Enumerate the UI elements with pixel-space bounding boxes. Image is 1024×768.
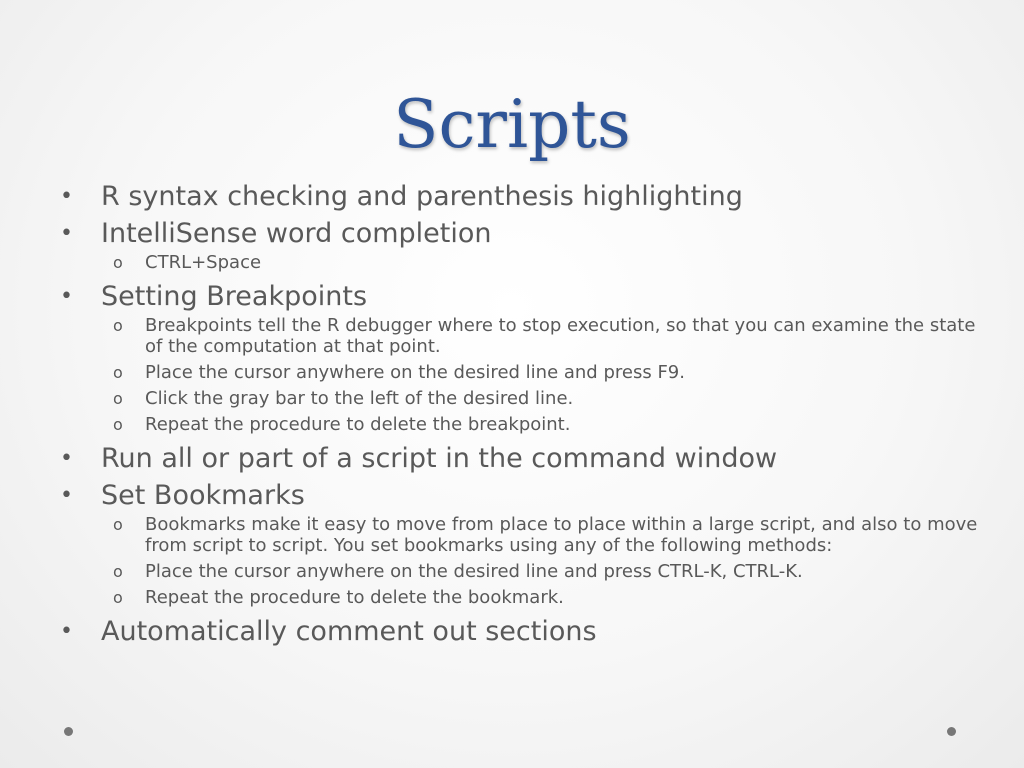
sub-bullet-text: Bookmarks make it easy to move from place to place within a large script, and also to move from script to script. You set bookmarks using any of the following methods: — [145, 514, 978, 556]
sub-bullet-marker: o — [113, 316, 123, 335]
sub-bullet-item — [60, 252, 980, 273]
bullet-item — [60, 613, 980, 650]
bullet-marker: • — [60, 184, 73, 209]
sub-bullet-text: Place the cursor anywhere on the desired line and press CTRL-K, CTRL-K. — [145, 561, 803, 582]
sub-bullet-marker: o — [113, 363, 123, 382]
sub-bullet-item — [60, 414, 980, 435]
bullet-item — [60, 278, 980, 315]
sub-bullet-item — [60, 561, 980, 582]
sub-bullet-marker: o — [113, 562, 123, 581]
bullet-item — [60, 440, 980, 477]
sub-bullet-marker: o — [113, 415, 123, 434]
bullet-marker: • — [60, 619, 73, 644]
slide-content — [60, 178, 980, 650]
bullet-item — [60, 477, 980, 514]
decorative-dot-right — [947, 727, 956, 736]
sub-bullet-text: Repeat the procedure to delete the bookmark. — [145, 587, 564, 608]
bullet-marker: • — [60, 483, 73, 508]
sub-bullet-marker: o — [113, 389, 123, 408]
bullet-text: Set Bookmarks — [101, 480, 305, 511]
sub-bullet-text: CTRL+Space — [145, 252, 262, 273]
sub-bullet-text: Click the gray bar to the left of the desired line. — [145, 388, 574, 409]
sub-bullet-text: Place the cursor anywhere on the desired line and press F9. — [145, 362, 685, 383]
sub-bullet-text: Breakpoints tell the R debugger where to stop execution, so that you can examine the state of the computation at that point. — [145, 315, 976, 357]
bullet-text: R syntax checking and parenthesis highlighting — [101, 181, 743, 212]
bullet-text: IntelliSense word completion — [101, 218, 492, 249]
sub-bullet-item — [60, 587, 980, 608]
sub-bullet-item — [60, 514, 980, 556]
slide-title: Scripts — [393, 86, 631, 163]
sub-bullet-marker: o — [113, 515, 123, 534]
bullet-text: Setting Breakpoints — [101, 281, 368, 312]
sub-bullet-item — [60, 362, 980, 383]
sub-bullet-marker: o — [113, 253, 123, 272]
sub-bullet-text: Repeat the procedure to delete the breakpoint. — [145, 414, 571, 435]
bullet-item — [60, 215, 980, 252]
bullet-item — [60, 178, 980, 215]
sub-bullet-marker: o — [113, 588, 123, 607]
bullet-text: Automatically comment out sections — [101, 616, 597, 647]
bullet-text: Run all or part of a script in the command window — [101, 443, 778, 474]
bullet-marker: • — [60, 221, 73, 246]
bullet-marker: • — [60, 446, 73, 471]
sub-bullet-item — [60, 388, 980, 409]
sub-bullet-item — [60, 315, 980, 357]
bullet-marker: • — [60, 284, 73, 309]
decorative-dot-left — [64, 727, 73, 736]
